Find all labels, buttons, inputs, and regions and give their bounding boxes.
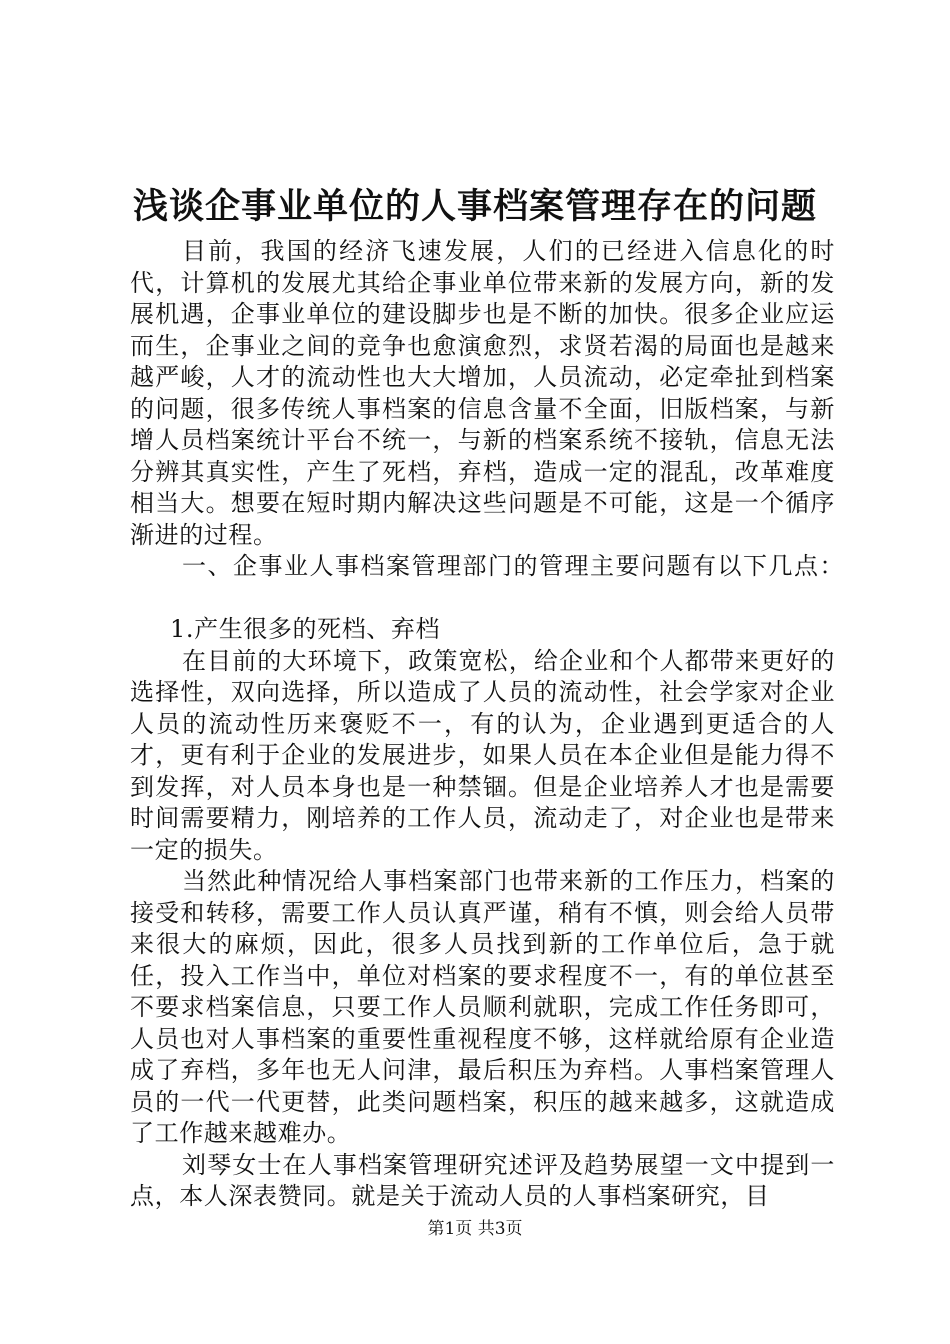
sub-heading: 1.产生很多的死档、弃档 [170, 615, 441, 643]
section-heading: 一、企事业人事档案管理部门的管理主要问题有以下几点： [182, 552, 845, 580]
paragraph-spacer [130, 583, 835, 615]
document-title: 浅谈企事业单位的人事档案管理存在的问题 [132, 186, 817, 227]
body-paragraph: 在目前的大环境下，政策宽松，给企业和个人都带来更好的选择性，双向选择，所以造成了人员的流动性，社会学家对企业人员的流动性历来褒贬不一，有的认为，企业遇到更适合的人才，更有利于企业的发展进步，如果人员在本企业但是能力得不到发挥，对人员本身也是一种禁锢。但是企业培养人才也是需要时间需要精力，刚培养的工作人员，流动走了，对企业也是带来一定的损失。 [130, 646, 835, 864]
document-body [130, 236, 845, 1213]
body-paragraph: 刘琴女士在人事档案管理研究述评及趋势展望一文中提到一点，本人深表赞同。就是关于流动人员的人事档案研究，目 [130, 1150, 835, 1210]
page-number-footer: 第1页 共3页 [427, 1219, 523, 1239]
intro-paragraph: 目前，我国的经济飞速发展，人们的已经进入信息化的时代，计算机的发展尤其给企事业单位带来新的发展方向，新的发展机遇，企事业单位的建设脚步也是不断的加快。很多企业应运而生，企事业之间的竞争也愈演愈烈，求贤若渴的局面也是越来越严峻，人才的流动性也大大增加，人员流动，必定牵扯到档案的问题，很多传统人事档案的信息含量不全面，旧版档案，与新增人员档案统计平台不统一，与新的档案系统不接轨，信息无法分辨其真实性，产生了死档，弃档，造成一定的混乱，改革难度相当大。想要在短时期内解决这些问题是不可能，这是一个循序渐进的过程。 [130, 237, 835, 549]
body-paragraph: 当然此种情况给人事档案部门也带来新的工作压力，档案的接受和转移，需要工作人员认真严谨，稍有不慎，则会给人员带来很大的麻烦，因此，很多人员找到新的工作单位后，急于就任，投入工作当中，单位对档案的要求程度不一，有的单位甚至不要求档案信息，只要工作人员顺利就职，完成工作任务即可，人员也对人事档案的重要性重视程度不够，这样就给原有企业造成了弃档，多年也无人问津，最后积压为弃档。人事档案管理人员的一代一代更替，此类问题档案，积压的越来越多，这就造成了工作越来越难办。 [130, 867, 835, 1147]
